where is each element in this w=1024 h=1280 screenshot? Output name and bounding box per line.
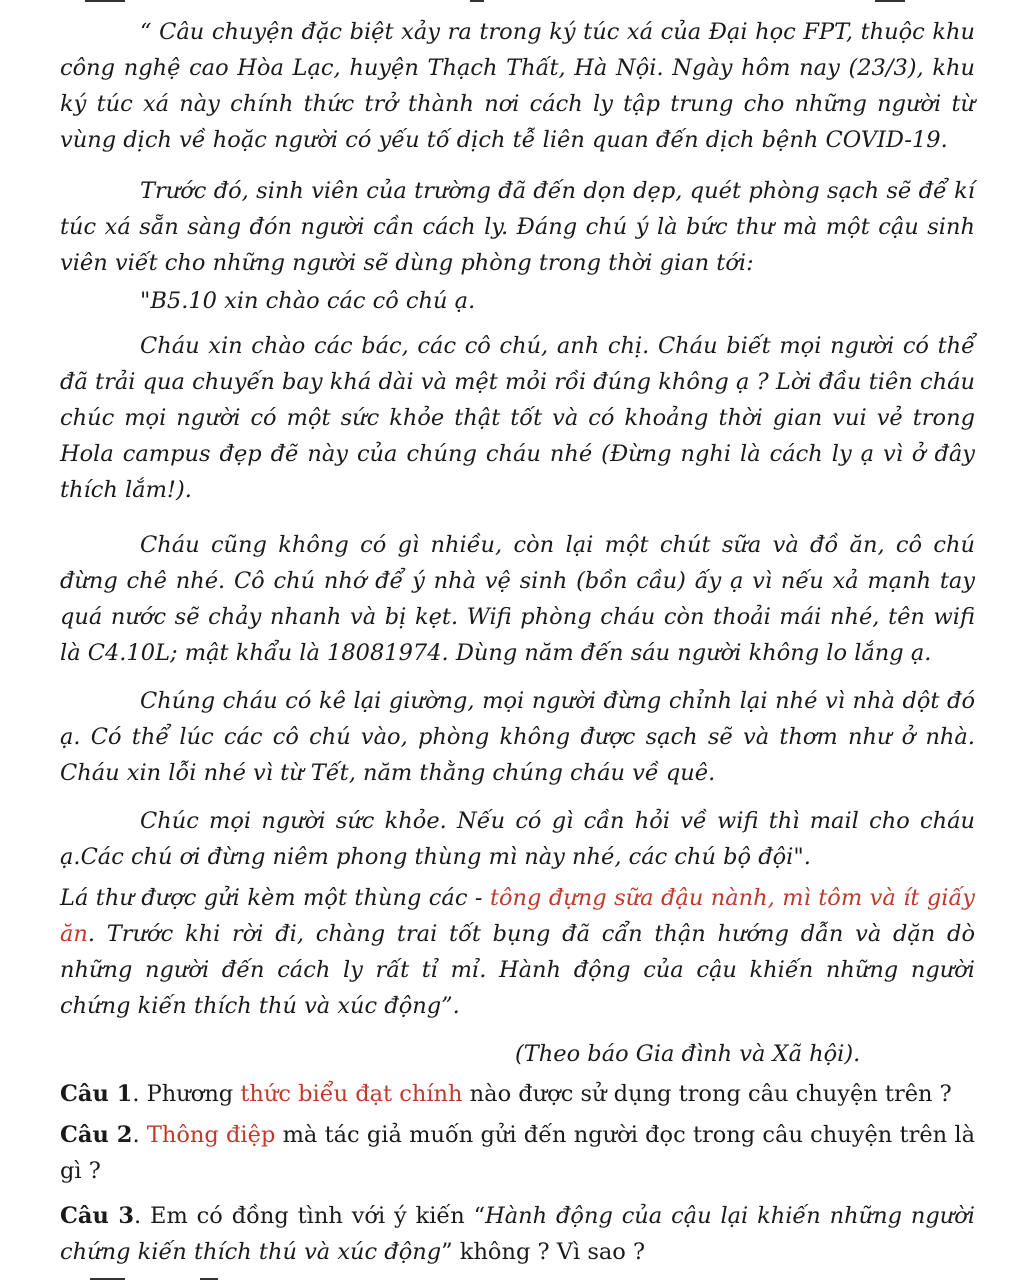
letter-paragraph-2: Cháu cũng không có gì nhiều, còn lại một chút sữa và đồ ăn, cô chú đừng chê nhé. Cô chú nhớ để ý nhà vệ sinh (bồn cầu) ấy ạ vì nếu xả mạnh tay quá nước sẽ chảy nhanh và bị kẹt. Wifi phòng cháu còn thoải mái nhé, tên wifi là C4.10L; mật khẩu là 18081974. Dùng năm đến sáu người không lo lắng ạ. (60, 532, 975, 666)
question-2 (60, 1117, 975, 1189)
paragraph-background: Trước đó, sinh viên của trường đã đến dọn dẹp, quét phòng sạch sẽ để kí túc xá sẵn sàng đón người cần cách ly. Đáng chú ý là bức thư mà một cậu sinh viên viết cho những người sẽ dùng phòng trong thời gian tới: (60, 178, 975, 276)
question-1-text-b: nào được sử dụng trong câu chuyện trên ? (462, 1081, 952, 1107)
question-1 (60, 1076, 975, 1112)
question-1-text-a: . Phương (132, 1081, 241, 1107)
question-1-label: Câu 1 (60, 1081, 133, 1107)
question-2-label: Câu 2 (60, 1122, 133, 1148)
question-3 (60, 1198, 975, 1270)
question-2-text-a: . (132, 1122, 147, 1148)
cropped-text-bottom (0, 1274, 1024, 1280)
question-1-highlight: thức biểu đạt chính (240, 1081, 463, 1107)
conclusion-highlight: tông đựng sữa đậu nành, mì tôm và ít giấy ăn (60, 885, 975, 947)
question-2-text-b: mà tác giả muốn gửi đến người đọc trong câu chuyện trên là gì ? (60, 1122, 975, 1184)
paragraph-conclusion (60, 880, 975, 1024)
question-3-text-a: . Em có đồng tình với ý kiến “ (134, 1203, 486, 1229)
question-3-label: Câu 3 (60, 1203, 135, 1229)
letter-paragraph-1: Cháu xin chào các bác, các cô chú, anh chị. Cháu biết mọi người có thể đã trải qua chuyến bay khá dài và mệt mỏi rồi đúng không ạ ? Lời đầu tiên cháu chúc mọi người có một sức khỏe thật tốt và có khoảng thời gian vui vẻ trong Hola campus đẹp đẽ này của chúng cháu nhé (Đừng nghi là cách ly ạ vì ở đây thích lắm!). (60, 333, 975, 503)
cropped-text-top (0, 0, 1024, 6)
letter-paragraph-4: Chúc mọi người sức khỏe. Nếu có gì cần hỏi về wifi thì mail cho cháu ạ.Các chú ơi đừng niêm phong thùng mì này nhé, các chú bộ đội". (60, 808, 975, 870)
question-3-text-b: ” không ? Vì sao ? (441, 1239, 646, 1265)
letter-paragraph-3: Chúng cháu có kê lại giường, mọi người đừng chỉnh lại nhé vì nhà dột đó ạ. Có thể lúc các cô chú vào, phòng không được sạch sẽ và thơm như ở nhà. Cháu xin lỗi nhé vì từ Tết, năm thằng chúng cháu về quê. (60, 688, 975, 786)
paragraph-intro: “ Câu chuyện đặc biệt xảy ra trong ký túc xá của Đại học FPT, thuộc khu công nghệ cao Hòa Lạc, huyện Thạch Thất, Hà Nội. Ngày hôm nay (23/3), khu ký túc xá này chính thức trở thành nơi cách ly tập trung cho những người từ vùng dịch về hoặc người có yếu tố dịch tễ liên quan đến dịch bệnh COVID-19. (60, 19, 975, 153)
letter-greeting: "B5.10 xin chào các cô chú ạ. (140, 288, 476, 314)
question-2-highlight: Thông điệp (146, 1122, 276, 1148)
question-3-quote: Hành động của cậu lại khiến những người chứng kiến thích thú và xúc động (60, 1203, 975, 1265)
conclusion-text-b: . Trước khi rời đi, chàng trai tốt bụng đã cẩn thận hướng dẫn và dặn dò những người đến cách ly rất tỉ mỉ. Hành động của cậu khiến những người chứng kiến thích thú và xúc động”. (60, 921, 975, 1019)
source-citation: (Theo báo Gia đình và Xã hội). (515, 1041, 861, 1067)
conclusion-text-a: Lá thư được gửi kèm một thùng các - (60, 885, 490, 911)
